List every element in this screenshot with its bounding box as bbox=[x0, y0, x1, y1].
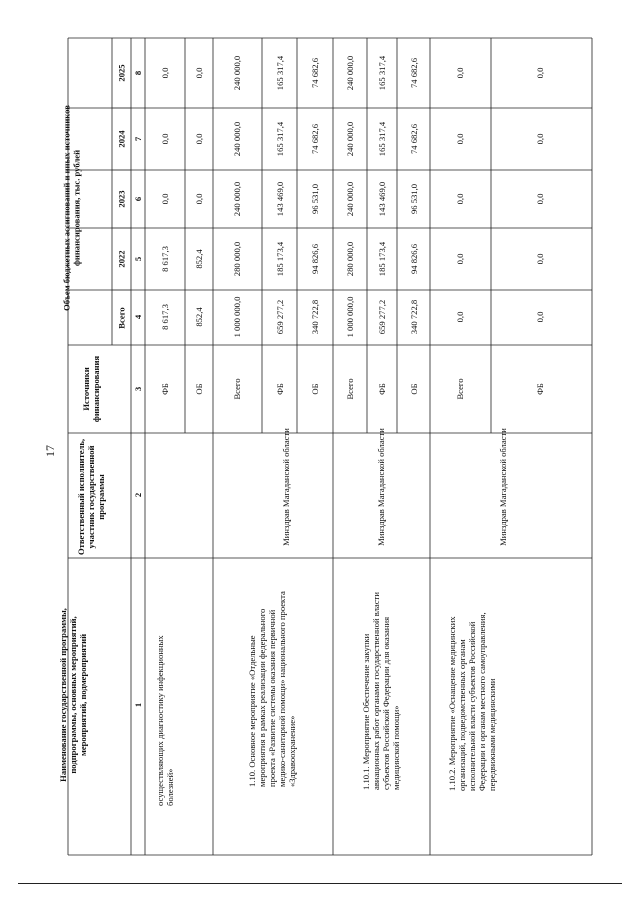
table-row-name: осуществляющих диагностику инфекционных болезней» bbox=[155, 635, 175, 806]
table-cell-value: 185 173,4 bbox=[377, 241, 387, 277]
table-cell-value: 0,0 bbox=[455, 311, 465, 323]
table-cell-value: 852,4 bbox=[194, 249, 204, 269]
table-cell-value: 240 000,0 bbox=[345, 55, 355, 91]
table-cell-executor: Минздрав Магаданской области bbox=[281, 428, 291, 546]
table-cell-executor: Минздрав Магаданской области bbox=[376, 428, 386, 546]
col-number-8: 8 bbox=[133, 70, 143, 76]
table-cell-source: ОБ bbox=[194, 383, 204, 395]
table-cell-value: 1 000 000,0 bbox=[345, 296, 355, 338]
table-row-name: 1.10. Основное мероприятие «Отдельные мероприятия в рамках реализации федерального проекта «Развитие системы оказания первичной медико-санитарной помощи» национального проекта «Здравоохранение» bbox=[247, 591, 297, 787]
col-number-5: 5 bbox=[133, 256, 143, 262]
table-row-name: 1.10.1. Мероприятие Обеспечение закупки авиационных работ органами государственной власти субъектов Российской Федерации для оказания медицинской помощи» bbox=[361, 592, 401, 790]
col-number-3: 3 bbox=[133, 386, 143, 392]
table-cell-value: 74 682,6 bbox=[409, 57, 419, 89]
table-cell-value: 165 317,4 bbox=[275, 121, 285, 157]
col-number-7: 7 bbox=[133, 136, 143, 142]
header-executor: Ответственный исполнитель, участник государственной программы bbox=[76, 438, 106, 556]
table-cell-value: 0,0 bbox=[194, 67, 204, 79]
bottom-rule bbox=[18, 883, 622, 884]
table-cell-value: 240 000,0 bbox=[232, 121, 242, 157]
table-cell-value: 340 722,8 bbox=[409, 299, 419, 335]
table-cell-value: 852,4 bbox=[194, 307, 204, 327]
table-cell-value: 0,0 bbox=[160, 193, 170, 205]
table-cell-value: 8 617,3 bbox=[160, 304, 170, 330]
header-year-2022: 2022 bbox=[116, 250, 127, 268]
header-volume: Объем бюджетных ассигнований и иных источников финансирования, тыс. рублей bbox=[61, 105, 82, 311]
table-cell-value: 1 000 000,0 bbox=[232, 296, 242, 338]
table-cell-value: 0,0 bbox=[455, 133, 465, 145]
table-cell-value: 74 682,6 bbox=[409, 123, 419, 155]
table-cell-value: 0,0 bbox=[160, 133, 170, 145]
table-cell-value: 94 826,6 bbox=[409, 243, 419, 275]
table-cell-value: 280 000,0 bbox=[345, 241, 355, 277]
header-source: Источники финансирования bbox=[81, 355, 101, 423]
header-year-2025: 2025 bbox=[116, 64, 127, 82]
table-cell-value: 340 722,8 bbox=[310, 299, 320, 335]
table-cell-value: 0,0 bbox=[455, 67, 465, 79]
table-cell-source: ОБ bbox=[310, 383, 320, 395]
table-cell-value: 143 469,0 bbox=[377, 181, 387, 217]
table-cell-value: 0,0 bbox=[535, 253, 545, 265]
table-cell-executor: Минздрав Магаданской области bbox=[498, 428, 508, 546]
col-number-4: 4 bbox=[133, 314, 143, 320]
table-cell-source: ОБ bbox=[409, 383, 419, 395]
header-name: Наименование государственной программы, подпрограммы, основных мероприятий, мероприятий, подмероприятий bbox=[58, 608, 88, 782]
table-cell-value: 8 617,3 bbox=[160, 246, 170, 272]
table-cell-value: 96 531,0 bbox=[409, 183, 419, 215]
table-cell-source: Всего bbox=[455, 378, 465, 400]
table-cell-value: 0,0 bbox=[535, 193, 545, 205]
col-number-1: 1 bbox=[133, 702, 143, 708]
table-cell-value: 0,0 bbox=[194, 133, 204, 145]
table-cell-value: 240 000,0 bbox=[345, 121, 355, 157]
table-cell-value: 280 000,0 bbox=[232, 241, 242, 277]
table-cell-value: 0,0 bbox=[455, 193, 465, 205]
table-cell-value: 185 173,4 bbox=[275, 241, 285, 277]
table-cell-value: 165 317,4 bbox=[275, 55, 285, 91]
header-year-total: Всего bbox=[116, 307, 127, 329]
table-cell-source: ФБ bbox=[535, 383, 545, 395]
table-cell-value: 659 277,2 bbox=[377, 299, 387, 335]
table-cell-value: 96 531,0 bbox=[310, 183, 320, 215]
table-cell-value: 74 682,6 bbox=[310, 123, 320, 155]
table-cell-source: ФБ bbox=[377, 383, 387, 395]
table-cell-value: 0,0 bbox=[160, 67, 170, 79]
header-year-2024: 2024 bbox=[116, 130, 127, 148]
table-cell-value: 165 317,4 bbox=[377, 121, 387, 157]
table-cell-value: 0,0 bbox=[535, 67, 545, 79]
table-cell-source: Всего bbox=[345, 378, 355, 400]
table-cell-value: 165 317,4 bbox=[377, 55, 387, 91]
table-cell-value: 659 277,2 bbox=[275, 299, 285, 335]
table-cell-value: 0,0 bbox=[535, 311, 545, 323]
table-cell-value: 0,0 bbox=[535, 133, 545, 145]
table-cell-source: Всего bbox=[232, 378, 242, 400]
col-number-2: 2 bbox=[133, 492, 143, 498]
table-cell-value: 0,0 bbox=[455, 253, 465, 265]
table-cell-value: 94 826,6 bbox=[310, 243, 320, 275]
table-cell-value: 240 000,0 bbox=[232, 55, 242, 91]
table-cell-value: 240 000,0 bbox=[232, 181, 242, 217]
table-cell-value: 143 469,0 bbox=[275, 181, 285, 217]
table-cell-value: 240 000,0 bbox=[345, 181, 355, 217]
page-number: 17 bbox=[42, 445, 57, 457]
col-number-6: 6 bbox=[133, 196, 143, 202]
header-year-2023: 2023 bbox=[116, 190, 127, 208]
table-row-name: 1.10.2. Мероприятие «Оснащение медицинских организаций, подведомственных органам исполнительной власти субъектов Российской Федерации и органам местного самоуправления, передвижными медицинскими bbox=[447, 612, 497, 791]
table-cell-source: ФБ bbox=[160, 383, 170, 395]
table-cell-value: 0,0 bbox=[194, 193, 204, 205]
table-cell-value: 74 682,6 bbox=[310, 57, 320, 89]
table-cell-source: ФБ bbox=[275, 383, 285, 395]
